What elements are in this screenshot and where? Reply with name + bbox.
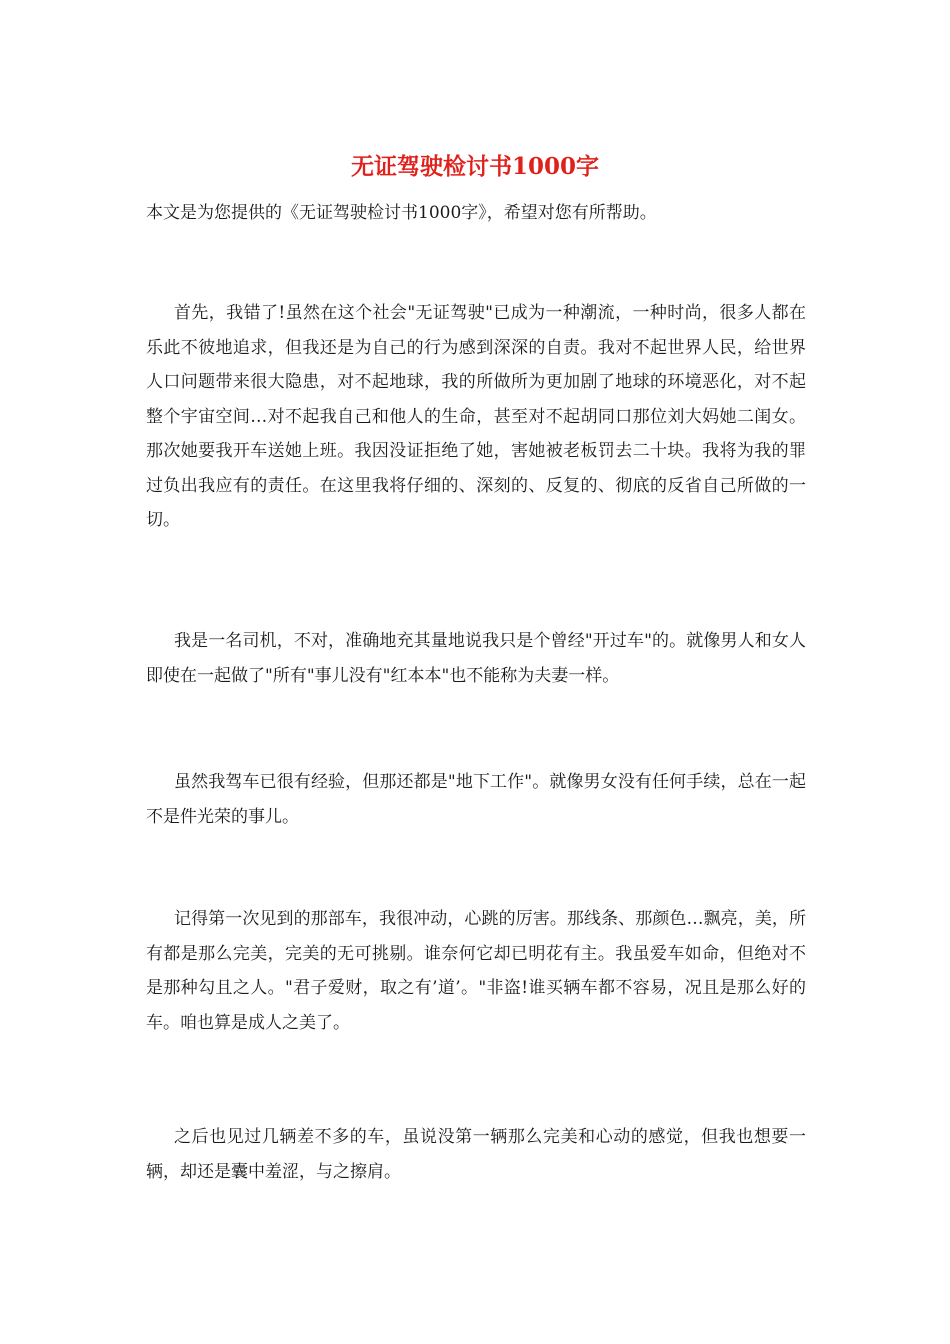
body-paragraph-1: 首先，我错了!虽然在这个社会"无证驾驶"已成为一种潮流，一种时尚，很多人都在乐此不彼地追求，但我还是为自己的行为感到深深的自责。我对不起世界人民，给世界人口问题带来很大隐患，对不起地球，我的所做所为更加剧了地球的环境恶化，对不起整个宇宙空间…对不起我自己和他人的生命，甚至对不起胡同口那位刘大妈她二闺女。那次她要我开车送她上班。我因没证拒绝了她，害她被老板罚去二十块。我将为我的罪过负出我应有的责任。在这里我将仔细的、深刻的、反复的、彻底的反省自己所做的一切。 bbox=[146, 303, 806, 530]
body-paragraph-2: 我是一名司机，不对，准确地充其量地说我只是个曾经"开过车"的。就像男人和女人即使在一起做了"所有"事儿没有"红本本"也不能称为夫妻一样。 bbox=[146, 631, 806, 686]
document-title: 无证驾驶检讨书1000字 bbox=[350, 153, 599, 180]
body-paragraph-4: 记得第一次见到的那部车，我很冲动，心跳的厉害。那线条、那颜色…飘亮，美，所有都是那么完美，完美的无可挑剔。谁奈何它却已明花有主。我虽爱车如命，但绝对不是那种勾且之人。"君子爱财，取之有’道’。"非盗!谁买辆车都不容易，况且是那么好的车。咱也算是成人之美了。 bbox=[146, 909, 806, 1033]
body-paragraph-5: 之后也见过几辆差不多的车，虽说没第一辆那么完美和心动的感觉，但我也想要一辆，却还是囊中羞涩，与之擦肩。 bbox=[146, 1127, 806, 1182]
intro-text: 本文是为您提供的《无证驾驶检讨书1000字》，希望对您有所帮助。 bbox=[146, 203, 657, 223]
body-paragraph-3: 虽然我驾车已很有经验，但那还都是"地下工作"。就像男女没有任何手续，总在一起不是件光荣的事儿。 bbox=[146, 772, 806, 827]
